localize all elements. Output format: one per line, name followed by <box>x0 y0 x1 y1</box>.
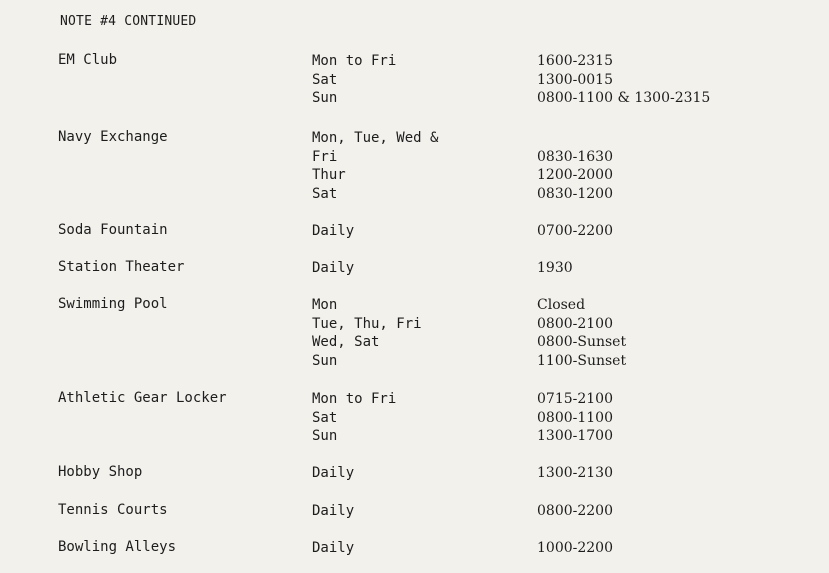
facility-name: Tennis Courts <box>58 502 168 518</box>
facility-hours-column <box>537 222 613 241</box>
schedule-days: Sun <box>312 428 338 444</box>
schedule-hours: 0700-2200 <box>537 223 613 239</box>
facility-days-column <box>312 502 354 521</box>
schedule-hours: 1600-2315 <box>537 53 613 69</box>
schedule-days: Sat <box>312 185 338 202</box>
facility-name: Swimming Pool <box>58 296 168 312</box>
schedule-days: Daily <box>312 223 355 239</box>
schedule-days: Sat <box>312 71 338 88</box>
schedule-hours: 1300-2130 <box>537 465 613 481</box>
facility-hours-column <box>537 52 710 108</box>
facility-days-column <box>312 296 422 370</box>
schedule-hours: 0830-1200 <box>537 185 613 202</box>
facility-days-column <box>312 539 354 558</box>
facility-days-column <box>312 129 438 203</box>
schedule-days: Sun <box>312 90 338 106</box>
facility-name: Soda Fountain <box>58 222 168 238</box>
schedule-days: Mon <box>312 297 338 313</box>
facility-hours-column <box>537 502 613 521</box>
facility-hours-column <box>537 129 613 203</box>
facility-hours-column <box>537 296 626 370</box>
schedule-hours: 1100-Sunset <box>537 352 627 369</box>
schedule-days: Mon to Fri <box>312 391 397 407</box>
schedule-hours <box>537 129 613 148</box>
schedule-hours: 1000-2200 <box>537 540 613 556</box>
schedule-days: Mon to Fri <box>312 53 397 69</box>
schedule-days: Daily <box>312 260 355 276</box>
schedule-hours: 0830-1630 <box>537 148 613 165</box>
schedule-days: Thur <box>312 167 346 183</box>
schedule-hours: 0800-2200 <box>537 503 613 519</box>
schedule-hours: 0800-Sunset <box>537 334 627 350</box>
facility-name: EM Club <box>58 52 118 68</box>
schedule-hours: 1200-2000 <box>537 167 613 183</box>
schedule-hours: 0800-1100 <box>537 409 613 426</box>
facility-days-column <box>312 52 396 108</box>
schedule-days: Fri <box>312 148 338 165</box>
schedule-hours: 1300-1700 <box>537 428 613 444</box>
facility-name: Navy Exchange <box>58 129 168 145</box>
facility-name: Bowling Alleys <box>58 539 177 555</box>
page-heading: NOTE #4 CONTINUED <box>60 14 197 29</box>
schedule-days: Tue, Thu, Fri <box>312 315 422 332</box>
schedule-days: Wed, Sat <box>312 334 380 350</box>
schedule-hours: 1930 <box>537 260 573 276</box>
schedule-hours: 1300-0015 <box>537 71 613 88</box>
schedule-days: Mon, Tue, Wed & <box>312 130 439 146</box>
schedule-hours: 0800-2100 <box>537 315 613 332</box>
schedule-days: Daily <box>312 465 355 481</box>
schedule-days: Daily <box>312 540 355 556</box>
facility-name: Hobby Shop <box>58 464 143 480</box>
facility-hours-column <box>537 464 613 483</box>
schedule-days: Sat <box>312 409 338 426</box>
facility-days-column <box>312 222 354 241</box>
facility-hours-column <box>537 259 573 278</box>
facility-hours-column <box>537 390 613 446</box>
schedule-hours: 0715-2100 <box>537 391 613 407</box>
facility-days-column <box>312 464 354 483</box>
facility-hours-column <box>537 539 613 558</box>
facility-days-column <box>312 259 354 278</box>
schedule-hours: Closed <box>537 297 586 313</box>
schedule-days: Sun <box>312 352 338 369</box>
schedule-hours: 0800-1100 & 1300-2315 <box>537 90 711 106</box>
facility-days-column <box>312 390 396 446</box>
schedule-days: Daily <box>312 503 355 519</box>
facility-name: Athletic Gear Locker <box>58 390 227 406</box>
facility-name: Station Theater <box>58 259 185 275</box>
